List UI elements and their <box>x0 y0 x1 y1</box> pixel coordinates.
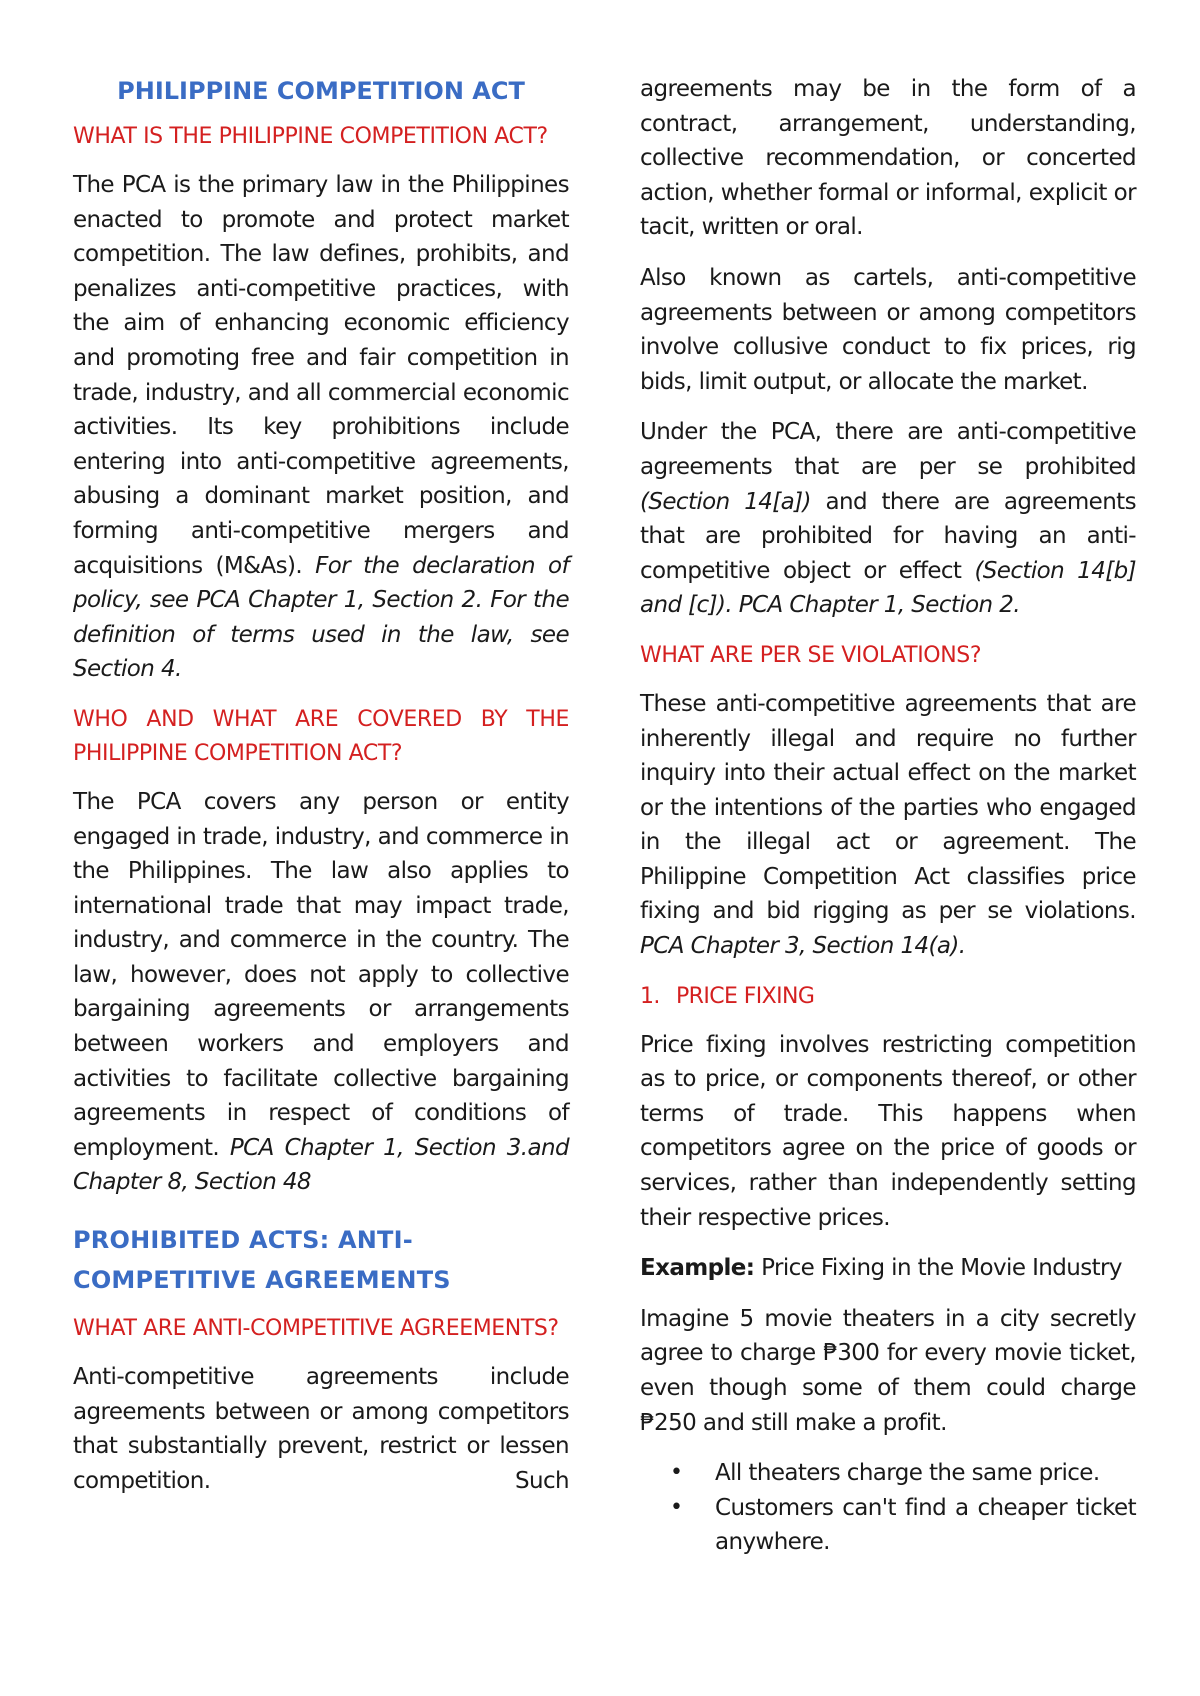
paragraph-reference: PCA Chapter 1, Section 3.and Chapter 8, Section 48 <box>73 1134 569 1196</box>
heading-what-is-pca: WHAT IS THE PHILIPPINE COMPETITION ACT? <box>73 124 548 149</box>
paragraph-pca-definition <box>73 168 569 687</box>
paragraph-anti-competitive-agreements: Anti-competitive agreements include agreements between or among competitors that substantially prevent, restrict or lessen competition. Such <box>73 1364 569 1494</box>
paragraph-price-fixing: Price fixing involves restricting competition as to price, or components thereof, or other terms of trade. This happens when competitors agree on the price of goods or services, rather than independently setting their respective prices. <box>640 1031 1136 1231</box>
paragraph-per-se-violations <box>640 687 1136 964</box>
paragraph-movie-example: Imagine 5 movie theaters in a city secretly agree to charge ₱300 for every movie ticket, even though some of them could charge ₱250 and still make a profit. <box>640 1305 1136 1436</box>
paragraph-reference: For the declaration of policy, see PCA Chapter 1, Section 2. For the definition of terms used in the law, see Section 4. <box>73 552 569 683</box>
paragraph-reference: PCA Chapter 3, Section 14(a). <box>640 933 966 960</box>
list-item: • All theaters charge the same price. <box>640 1456 1136 1491</box>
list-item: • Customers can't find a cheaper ticket anywhere. <box>640 1491 1136 1560</box>
example-label: Example: <box>640 1255 755 1282</box>
paragraph-text: These anti-competitive agreements that are inherently illegal and require no further inquiry into their actual effect on the market or the intentions of the parties who engaged in the illegal act or agreement. The Philippine Competition Act classifies price fixing and bid rigging as per se violations. <box>640 690 1136 925</box>
section-heading-prohibited-acts: PROHIBITED ACTS: ANTI-COMPETITIVE AGREEMENTS <box>73 1226 451 1295</box>
paragraph-cartels: Also known as cartels, anti-competitive agreements between or among competitors involve collusive conduct to fix prices, rig bids, limit output, or allocate the market. <box>640 264 1136 395</box>
paragraph-agreement-forms: agreements may be in the form of a contract, arrangement, understanding, collective recommendation, or concerted action, whether formal or informal, explicit or tacit, written or oral. <box>640 76 1136 241</box>
heading-per-se-violations: WHAT ARE PER SE VIOLATIONS? <box>640 642 982 668</box>
heading-what-are-anti-competitive-agreements: WHAT ARE ANTI-COMPETITIVE AGREEMENTS? <box>73 1316 559 1342</box>
heading-number: 1. <box>640 983 660 1009</box>
paragraph-reference: (Section 14[b] and [c]). PCA Chapter 1, Section 2. <box>640 557 1136 619</box>
paragraph-coverage <box>73 785 569 1200</box>
paragraph-text: and there are agreements that are prohibited for having an anti-competitive object or effect <box>640 488 1136 584</box>
bullet-list <box>640 1456 1136 1560</box>
paragraph-per-se-prohibited <box>640 415 1136 623</box>
paragraph-text: Under the PCA, there are anti-competitive agreements that are per se prohibited <box>640 419 1136 480</box>
paragraph-reference: (Section 14[a]) <box>640 488 811 515</box>
example-line <box>640 1251 1136 1286</box>
paragraph-text: The PCA is the primary law in the Philippines enacted to promote and protect market competition. The law defines, prohibits, and penalizes anti-competitive practices, with the aim of enhancing economic efficiency and promoting free and fair competition in trade, industry, and all commercial economic activities. Its key prohibitions include entering into anti-competitive agreements, abusing a dominant market position, and forming anti-competitive mergers and acquisitions (M&As). <box>73 172 569 579</box>
heading-price-fixing <box>640 980 1136 1014</box>
example-text: Price Fixing in the Movie Industry <box>761 1255 1122 1282</box>
right-column <box>640 72 1136 1560</box>
document-title: PHILIPPINE COMPETITION ACT <box>117 77 525 105</box>
heading-who-covered: WHO AND WHAT ARE COVERED BY THE PHILIPPINE COMPETITION ACT? <box>73 706 569 766</box>
left-column <box>73 72 569 1514</box>
heading-text: PRICE FIXING <box>676 983 815 1009</box>
paragraph-text: The PCA covers any person or entity engaged in trade, industry, and commerce in the Philippines. The law also applies to international trade that may impact trade, industry, and commerce in the country. The law, however, does not apply to collective bargaining agreements or arrangements between workers and employers and activities to facilitate collective bargaining agreements in respect of conditions of employment. <box>73 788 569 1161</box>
